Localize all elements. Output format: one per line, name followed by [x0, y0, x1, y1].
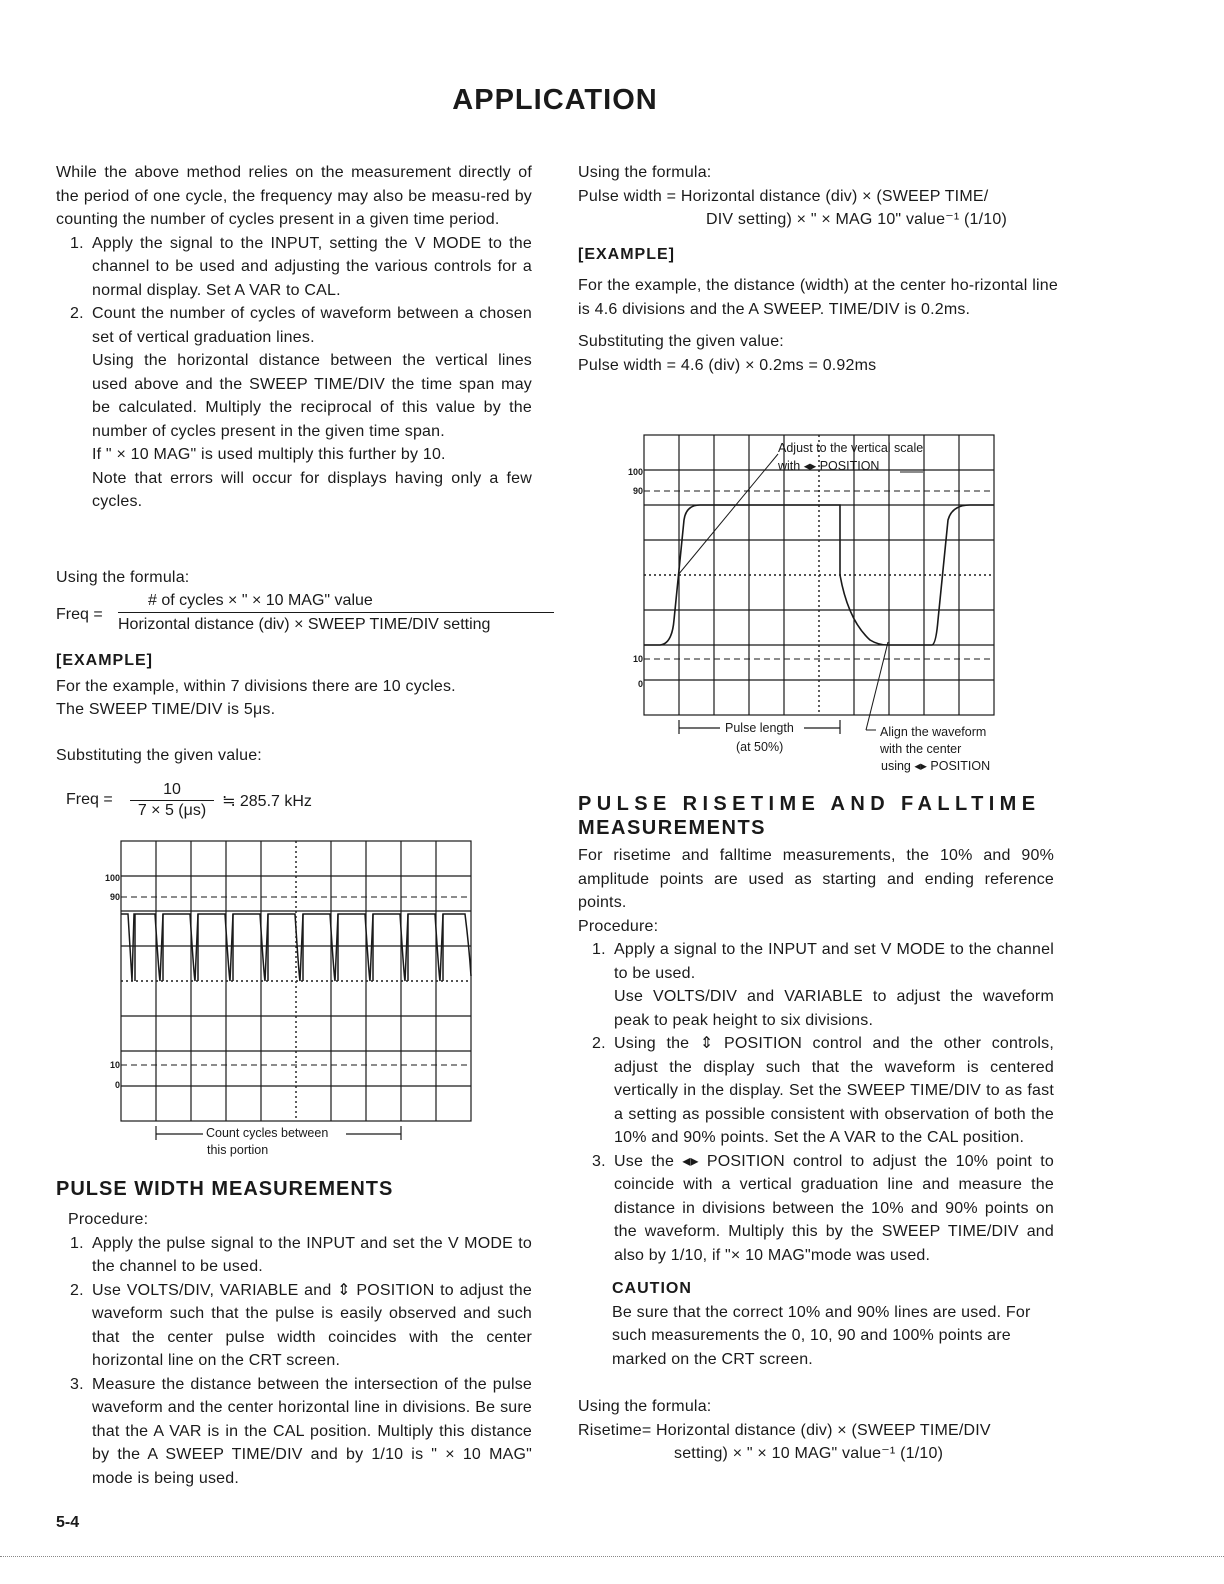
pulse-width-procedure	[56, 1208, 532, 1490]
freq-denominator: Horizontal distance (div) × SWEEP TIME/DIV setting	[118, 616, 491, 633]
freq2-denominator: 7 × 5 (μs)	[137, 802, 207, 819]
rt-formula-line1: Risetime= Horizontal distance (div) × (SWEEP TIME/DIV	[578, 1421, 991, 1439]
rt-formula-intro: Using the formula:	[578, 1398, 712, 1415]
adjust-note-line2: with ◂▸ POSITION	[778, 459, 880, 473]
left-column	[56, 161, 532, 514]
y-label-0: 0	[114, 1080, 120, 1090]
align-pointer	[866, 642, 888, 730]
step-text: Use VOLTS/DIV, VARIABLE and ⇕ POSITION to adjust the waveform such that the pulse is easily observed and such that the center pulse width coincides with the center horizontal line on the CRT screen.	[92, 1281, 532, 1369]
procedure-label: Procedure:	[68, 1211, 149, 1228]
y-label-10: 10	[632, 654, 643, 664]
right-column-top	[578, 161, 1058, 377]
y-axis-labels	[105, 873, 120, 1090]
rise-steps	[578, 938, 1054, 1267]
list-item	[56, 1232, 532, 1279]
pulse-width-heading: PULSE WIDTH MEASUREMENTS	[56, 1178, 394, 1200]
align-note-line1: Align the waveform	[880, 725, 987, 739]
step-detail: Use VOLTS/DIV and VARIABLE to adjust the waveform peak to peak height to six divisions.	[614, 988, 1054, 1029]
step-detail: Note that errors will occur for displays having only a few cycles.	[92, 469, 532, 510]
intro-paragraph: While the above method relies on the measurement directly of the period of one cycle, the frequency may also be measu-red by counting the number of cycles present in a given time period.	[56, 164, 532, 228]
step-text: Use the ◂▸ POSITION control to adjust the 10% point to coincide with a vertical graduation line and measure the distance in divisions between the 10% and 90% points on the waveform. Multiply this by the SWEEP TIME/DIV and also by 1/10, if "× 10 MAG"mode was used.	[614, 1152, 1054, 1264]
graph1-caption-line1: Count cycles between	[206, 1126, 329, 1140]
list-item	[56, 302, 532, 514]
cycle-count-graph	[100, 836, 480, 1166]
adjust-pointer	[678, 454, 778, 575]
y-label-10: 10	[109, 1060, 120, 1070]
freq2-label: Freq =	[66, 791, 113, 808]
rt-formula-line2: setting) × " × 10 MAG" value⁻¹ (1/10)	[674, 1445, 944, 1462]
pw-formula-line1: Pulse width = Horizontal distance (div) × (SWEEP TIME/	[578, 187, 989, 205]
pulse-steps	[56, 1232, 532, 1491]
align-note-line2: with the center	[880, 742, 962, 756]
substituting-text: Substituting the given value:	[578, 333, 784, 350]
y-label-100: 100	[627, 467, 643, 477]
freq-formula-intro: Using the formula:	[56, 569, 190, 586]
step-text: Count the number of cycles of waveform between a chosen set of vertical graduation lines.	[92, 305, 532, 346]
y-axis-labels	[628, 467, 643, 689]
step-number: 2.	[70, 305, 84, 322]
bottom-rule	[0, 1556, 1224, 1557]
y-label-90: 90	[632, 486, 643, 496]
step-text: Apply a signal to the INPUT and set V MODE to the channel to be used.	[614, 941, 1054, 982]
step-number: 1.	[70, 234, 84, 252]
cycle-bars	[135, 914, 443, 981]
risetime-heading-line2: MEASUREMENTS	[578, 817, 767, 839]
page-title: APPLICATION	[452, 84, 658, 116]
step-number: 2.	[70, 1281, 84, 1299]
example-label: [EXAMPLE]	[578, 245, 675, 263]
list-item	[56, 232, 532, 303]
rise-intro: For risetime and falltime measurements, the 10% and 90% amplitude points are used as starting and ending reference points.	[578, 847, 1054, 911]
pw-example-text: For the example, the distance (width) at the center ho-rizontal line is 4.6 divisions and the A SWEEP. TIME/DIV is 0.2ms.	[578, 277, 1058, 318]
caution-block	[578, 1277, 1054, 1371]
step-number: 1.	[70, 1234, 84, 1252]
step-number: 1.	[592, 941, 606, 958]
example-line: The SWEEP TIME/DIV is 5μs.	[56, 701, 276, 718]
page-number: 5-4	[56, 1514, 80, 1531]
frequency-steps	[56, 232, 532, 514]
example-line: For the example, within 7 divisions there are 10 cycles.	[56, 677, 456, 695]
y-label-90: 90	[109, 892, 120, 902]
list-item	[578, 1032, 1054, 1150]
caution-label: CAUTION	[612, 1280, 692, 1297]
freq2-numerator: 10	[163, 781, 181, 798]
caution-text: Be sure that the correct 10% and 90% lines are used. For such measurements the 0, 10, 90 and 100% points are marked on the CRT screen.	[612, 1303, 1031, 1368]
example-block	[56, 649, 536, 767]
graph1-caption-line2: this portion	[207, 1143, 269, 1157]
step-text: Measure the distance between the intersection of the pulse waveform and the center horizontal line in divisions. Be sure that the A VAR is in the CAL position. Multiply this distance by the A SWEEP TIME/DIV and by 1/10 is " × 10 MAG" mode is being used.	[92, 1375, 532, 1487]
example-label: [EXAMPLE]	[56, 652, 153, 669]
step-detail: If " × 10 MAG" is used multiply this further by 10.	[92, 446, 446, 463]
align-note-line3: using ◂▸ POSITION	[881, 759, 991, 773]
risetime-heading	[578, 792, 1058, 840]
list-item	[56, 1279, 532, 1373]
pulse-length-line1: Pulse length	[725, 721, 794, 735]
center-axes	[121, 841, 471, 1121]
step-number: 2.	[592, 1035, 606, 1052]
step-detail: Using the horizontal distance between the vertical lines used above and the SWEEP TIME/DIV the time span may be calculated. Multiply the reciprocal of this value by the number of cycles present in the given time span.	[92, 352, 532, 440]
risetime-body	[578, 844, 1054, 1466]
center-axes	[644, 435, 994, 715]
step-number: 3.	[70, 1375, 84, 1393]
y-label-0: 0	[637, 679, 643, 689]
step-number: 3.	[592, 1152, 606, 1170]
pw-formula-intro: Using the formula:	[578, 164, 712, 181]
step-text: Apply the pulse signal to the INPUT and set the V MODE to the channel to be used.	[92, 1234, 532, 1275]
adjust-note-line1: Adjust to the vertical scale	[778, 441, 924, 455]
list-item	[578, 938, 1054, 1032]
step-text: Using the ⇕ POSITION control and the other controls, adjust the display such that the waveform is centered vertically in the display. Set the SWEEP TIME/DIV to as fast a setting as possible consistent with observation of both the 10% and 90% points. Set the A VAR to the CAL position.	[614, 1035, 1054, 1146]
procedure-label: Procedure:	[578, 917, 659, 935]
pulse-length-line2: (at 50%)	[736, 740, 784, 754]
step-text: Apply the signal to the INPUT, setting the V MODE to the channel to be used and adjusting the various controls for a normal display. Set A VAR to CAL.	[92, 234, 532, 299]
y-label-100: 100	[104, 873, 120, 883]
freq-numerator: # of cycles × " × 10 MAG" value	[148, 592, 373, 609]
risetime-heading-line1: PULSE RISETIME AND FALLTIME	[578, 793, 1041, 815]
freq2-result: ≒ 285.7 kHz	[222, 793, 312, 810]
pw-result: Pulse width = 4.6 (div) × 0.2ms = 0.92ms	[578, 356, 877, 374]
freq-label: Freq =	[56, 606, 103, 623]
pulse-width-graph	[620, 430, 1020, 780]
list-item	[578, 1150, 1054, 1268]
list-item	[56, 1373, 532, 1491]
substituting-text: Substituting the given value:	[56, 746, 262, 764]
pw-formula-line2: DIV setting) × " × MAG 10" value⁻¹ (1/10)	[706, 211, 1008, 228]
